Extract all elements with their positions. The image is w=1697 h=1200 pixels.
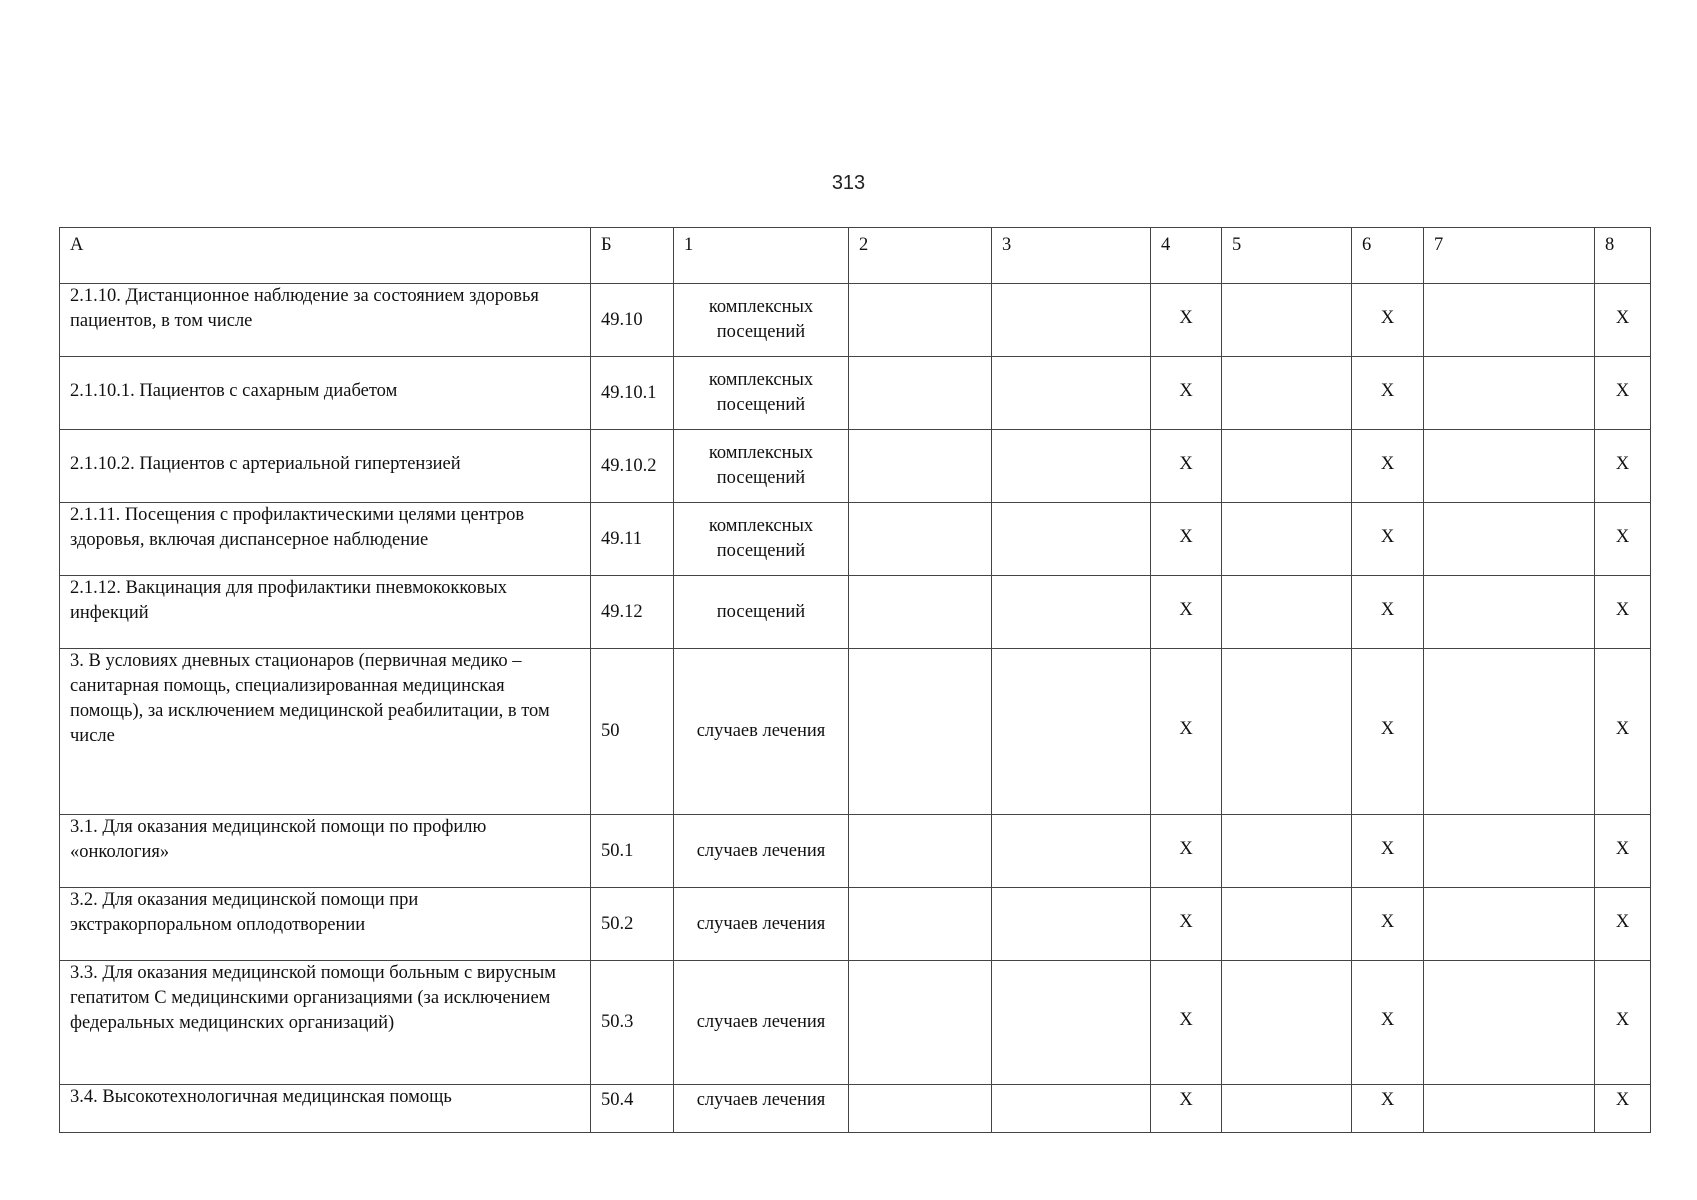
table-row (60, 430, 1651, 503)
empty-cell (849, 961, 992, 1085)
row-unit: посещений (674, 576, 849, 649)
empty-cell (1424, 888, 1595, 961)
empty-cell (992, 284, 1151, 357)
empty-cell (849, 357, 992, 430)
row-code: 50.1 (591, 815, 674, 888)
x-mark-col6: Х (1352, 503, 1424, 576)
header-cell-4: 4 (1151, 228, 1222, 284)
header-cell-b: Б (591, 228, 674, 284)
x-mark-col6: Х (1352, 576, 1424, 649)
empty-cell (849, 815, 992, 888)
header-cell-a: А (60, 228, 591, 284)
empty-cell (1424, 284, 1595, 357)
header-cell-1: 1 (674, 228, 849, 284)
empty-cell (1222, 888, 1352, 961)
x-mark-col8: Х (1595, 357, 1651, 430)
empty-cell (1222, 576, 1352, 649)
empty-cell (1424, 503, 1595, 576)
empty-cell (1222, 357, 1352, 430)
empty-cell (992, 1085, 1151, 1133)
empty-cell (992, 815, 1151, 888)
row-code: 49.10.1 (591, 357, 674, 430)
row-code: 49.11 (591, 503, 674, 576)
empty-cell (992, 961, 1151, 1085)
header-cell-5: 5 (1222, 228, 1352, 284)
empty-cell (1424, 815, 1595, 888)
row-name: 3.1. Для оказания медицинской помощи по профилю «онкология» (60, 815, 591, 888)
table-row (60, 888, 1651, 961)
header-cell-6: 6 (1352, 228, 1424, 284)
header-cell-2: 2 (849, 228, 992, 284)
row-name: 3. В условиях дневных стационаров (первичная медико – санитарная помощь, специализированная медицинская помощь), за исключением медицинской реабилитации, в том числе (60, 649, 591, 815)
empty-cell (1222, 961, 1352, 1085)
x-mark-col6: Х (1352, 1085, 1424, 1133)
x-mark-col6: Х (1352, 888, 1424, 961)
x-mark-col8: Х (1595, 815, 1651, 888)
table-row (60, 576, 1651, 649)
x-mark-col8: Х (1595, 1085, 1651, 1133)
x-mark-col6: Х (1352, 649, 1424, 815)
empty-cell (1222, 1085, 1352, 1133)
x-mark-col4: Х (1151, 576, 1222, 649)
empty-cell (1424, 576, 1595, 649)
row-unit: комплексных посещений (674, 503, 849, 576)
row-code: 49.12 (591, 576, 674, 649)
x-mark-col6: Х (1352, 815, 1424, 888)
table-row (60, 649, 1651, 815)
table-row (60, 815, 1651, 888)
empty-cell (849, 576, 992, 649)
table-row (60, 1085, 1651, 1133)
empty-cell (849, 503, 992, 576)
row-code: 50.2 (591, 888, 674, 961)
empty-cell (992, 576, 1151, 649)
empty-cell (992, 888, 1151, 961)
x-mark-col4: Х (1151, 503, 1222, 576)
row-name: 2.1.10.1. Пациентов с сахарным диабетом (60, 357, 591, 430)
x-mark-col4: Х (1151, 888, 1222, 961)
empty-cell (992, 649, 1151, 815)
row-name: 2.1.10.2. Пациентов с артериальной гипертензией (60, 430, 591, 503)
x-mark-col8: Х (1595, 888, 1651, 961)
row-code: 50.4 (591, 1085, 674, 1133)
empty-cell (1222, 430, 1352, 503)
row-unit: случаев лечения (674, 1085, 849, 1133)
data-table (59, 227, 1651, 1133)
header-cell-3: 3 (992, 228, 1151, 284)
row-code: 50.3 (591, 961, 674, 1085)
row-code: 50 (591, 649, 674, 815)
empty-cell (1424, 357, 1595, 430)
empty-cell (849, 888, 992, 961)
table-row (60, 961, 1651, 1085)
row-name: 3.3. Для оказания медицинской помощи больным с вирусным гепатитом С медицинскими организациями (за исключением федеральных медицинских организаций) (60, 961, 591, 1085)
empty-cell (1424, 961, 1595, 1085)
x-mark-col4: Х (1151, 357, 1222, 430)
table-row (60, 357, 1651, 430)
x-mark-col8: Х (1595, 576, 1651, 649)
empty-cell (849, 284, 992, 357)
x-mark-col6: Х (1352, 430, 1424, 503)
empty-cell (1424, 649, 1595, 815)
empty-cell (992, 430, 1151, 503)
row-name: 2.1.10. Дистанционное наблюдение за состоянием здоровья пациентов, в том числе (60, 284, 591, 357)
x-mark-col6: Х (1352, 961, 1424, 1085)
empty-cell (1222, 284, 1352, 357)
row-code: 49.10.2 (591, 430, 674, 503)
x-mark-col4: Х (1151, 430, 1222, 503)
empty-cell (849, 649, 992, 815)
row-name: 3.4. Высокотехнологичная медицинская помощь (60, 1085, 591, 1133)
x-mark-col4: Х (1151, 961, 1222, 1085)
row-unit: случаев лечения (674, 815, 849, 888)
header-cell-7: 7 (1424, 228, 1595, 284)
x-mark-col4: Х (1151, 815, 1222, 888)
x-mark-col8: Х (1595, 961, 1651, 1085)
x-mark-col8: Х (1595, 503, 1651, 576)
row-name: 3.2. Для оказания медицинской помощи при экстракорпоральном оплодотворении (60, 888, 591, 961)
row-unit: случаев лечения (674, 649, 849, 815)
empty-cell (1222, 815, 1352, 888)
empty-cell (992, 503, 1151, 576)
x-mark-col6: Х (1352, 357, 1424, 430)
table-header-row (60, 228, 1651, 284)
x-mark-col4: Х (1151, 649, 1222, 815)
x-mark-col4: Х (1151, 1085, 1222, 1133)
empty-cell (1222, 503, 1352, 576)
row-unit: комплексных посещений (674, 284, 849, 357)
x-mark-col8: Х (1595, 284, 1651, 357)
row-code: 49.10 (591, 284, 674, 357)
row-name: 2.1.12. Вакцинация для профилактики пневмококковых инфекций (60, 576, 591, 649)
x-mark-col8: Х (1595, 430, 1651, 503)
empty-cell (1222, 649, 1352, 815)
row-unit: комплексных посещений (674, 357, 849, 430)
table-row (60, 503, 1651, 576)
row-unit: случаев лечения (674, 961, 849, 1085)
table-row (60, 284, 1651, 357)
empty-cell (849, 1085, 992, 1133)
x-mark-col4: Х (1151, 284, 1222, 357)
row-unit: комплексных посещений (674, 430, 849, 503)
empty-cell (849, 430, 992, 503)
row-name: 2.1.11. Посещения с профилактическими целями центров здоровья, включая диспансерное наблюдение (60, 503, 591, 576)
page-number: 313 (831, 172, 866, 194)
x-mark-col8: Х (1595, 649, 1651, 815)
empty-cell (1424, 1085, 1595, 1133)
header-cell-8: 8 (1595, 228, 1651, 284)
empty-cell (992, 357, 1151, 430)
row-unit: случаев лечения (674, 888, 849, 961)
empty-cell (1424, 430, 1595, 503)
x-mark-col6: Х (1352, 284, 1424, 357)
